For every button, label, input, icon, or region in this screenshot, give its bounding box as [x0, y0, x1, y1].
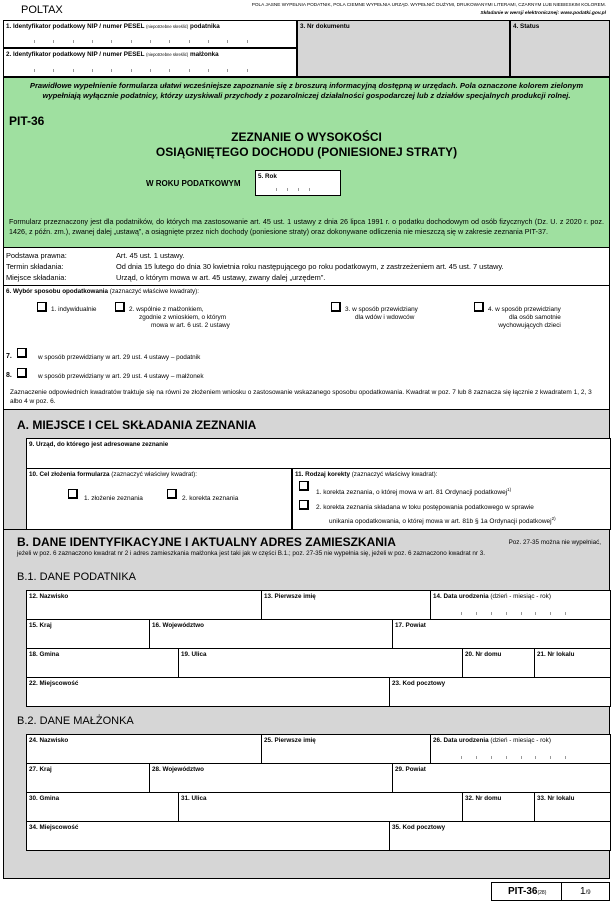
field-20-label: 20. Nr domu [465, 651, 502, 658]
method-joint-line1: 2. wspólnie z małżonkiem, [129, 306, 204, 313]
id-digit-ticks [34, 40, 266, 43]
b1-title: B.1. DANE PODATNIKA [17, 571, 136, 583]
field-11-hint: (zaznaczyć właściwy kwadrat): [351, 471, 438, 478]
spouse-id-field[interactable] [3, 48, 297, 77]
spouse-postal-code-field[interactable] [389, 821, 611, 851]
field-11-label: 11. Rodzaj korekty [295, 471, 350, 478]
field-9-label: 9. Urząd, do którego jest adresowane zeznanie [29, 441, 169, 448]
method-joint-line2: zgodnie z wnioskiem, o którym [139, 314, 227, 321]
form-description: Formularz przeznaczony jest dla podatników, do których ma zastosowanie art. 45 ust. 1 ustawy z dnia 26 lipca 1991 r. o podatku dochodowym od osób fizycznych (Dz. U. z 2020 r. poz. 1426, z późn. zm.), zwanej dalej „ustawą”, a osiągnięte przez nich dochody (poniesione straty) oraz dokonywane odliczenia nie mieszczą się w zakresie zeznania PIT-37. [9, 217, 604, 236]
spouse-country-field[interactable] [26, 763, 150, 793]
correction-art81b-line2: unikania opodatkowania, o której mowa w art. 81b § 1a Ordynacji podatkowej [329, 518, 552, 526]
field-34-label: 34. Miejscowość [29, 824, 79, 831]
field-1-label: 1. Identyfikator podatkowy NIP / numer PESEL [6, 23, 145, 30]
field-33-label: 33. Nr lokalu [537, 795, 575, 802]
section-a [3, 410, 610, 530]
field-6-hint: (zaznaczyć właściwe kwadraty): [109, 288, 200, 295]
correction-art81-label: 1. korekta zeznania, o której mowa w art. 81 Ordynacji podatkowej [316, 489, 508, 497]
field-28-label: 28. Województwo [152, 766, 205, 773]
spouse-birth-date-field[interactable] [430, 734, 611, 764]
footer-form-version: (28) [537, 890, 547, 896]
field-13-label: 13. Pierwsze imię [264, 593, 316, 600]
purpose-field [26, 468, 292, 530]
purpose-submit-label: 1. złożenie zeznania [84, 495, 143, 502]
correction-type-field [292, 468, 611, 530]
taxpayer-apartment-number-field[interactable] [534, 648, 611, 678]
brand-poltax: POLTAX [21, 4, 63, 16]
method-widow-line1: 3. w sposób przewidziany [345, 306, 418, 313]
legal-value-2: Od dnia 15 lutego do dnia 30 kwietnia roku następującego po roku podatkowym, z zastrzeżeniem art. 45 ust. 7 ustawy. [116, 262, 504, 271]
field-14-label: 14. Data urodzenia [433, 593, 489, 600]
field-19-label: 19. Ulica [181, 651, 207, 658]
field-1-suffix: podatnika [189, 23, 220, 30]
spouse-voivodeship-field[interactable] [149, 763, 393, 793]
field-15-label: 15. Kraj [29, 622, 52, 629]
method-art29-spouse-label: w sposób przewidziany w art. 29 ust. 4 ustawy – małżonek [38, 373, 204, 380]
taxpayer-city-field[interactable] [26, 677, 390, 707]
document-number-field [297, 20, 510, 77]
field-1-small: (niepotrzebne skreślić) [146, 24, 189, 29]
field-22-label: 22. Miejscowość [29, 680, 79, 687]
tax-year-label: W ROKU PODATKOWYM [146, 179, 241, 188]
field-32-label: 32. Nr domu [465, 795, 502, 802]
date-ticks [461, 612, 580, 615]
filling-notice: POLA JASNE WYPEŁNIA PODATNIK, POLA CIEMNE WYPEŁNIA URZĄD. WYPEŁNIĆ DUŻYMI, DRUKOWANYMI LITERAMI, CZARNYM LUB NIEBIESKIM KOLOREM. [251, 2, 606, 7]
spouse-county-field[interactable] [392, 763, 611, 793]
taxpayer-municipality-field[interactable] [26, 648, 179, 678]
field-2-label: 2. Identyfikator podatkowy NIP / numer PESEL [6, 51, 145, 58]
method-single-parent-line3: wychowujących dzieci [498, 322, 561, 329]
field-2-suffix: małżonka [189, 51, 219, 58]
method-individual-label: 1. indywidualnie [51, 306, 97, 313]
method-joint-checkbox[interactable] [115, 302, 125, 312]
footer-form-id [491, 882, 610, 901]
b2-title: B.2. DANE MAŁŻONKA [17, 715, 134, 727]
purpose-submit-checkbox[interactable] [68, 489, 78, 499]
spouse-city-field[interactable] [26, 821, 390, 851]
field-27-label: 27. Kraj [29, 766, 52, 773]
correction-art81b-checkbox[interactable] [299, 500, 309, 510]
section-b [3, 530, 610, 879]
year-digit-ticks [276, 188, 320, 191]
method-joint-line3: mowa w art. 6 ust. 2 ustawy [151, 322, 230, 329]
legal-key-2: Termin składania: [6, 262, 64, 271]
field-16-label: 16. Województwo [152, 622, 205, 629]
field-5-label: 5. Rok [258, 173, 277, 180]
field-6-label: 6. Wybór sposobu opodatkowania [6, 288, 109, 295]
correction-art81-checkbox[interactable] [299, 481, 309, 491]
taxpayer-county-field[interactable] [392, 619, 611, 649]
form-title-line2: OSIĄGNIĘTEGO DOCHODU (PONIESIONEJ STRATY) [155, 145, 458, 159]
taxation-method-block [3, 286, 610, 410]
footer-page-number: 1 [580, 886, 586, 897]
taxpayer-surname-field[interactable] [26, 590, 262, 620]
field-30-label: 30. Gmina [29, 795, 60, 802]
method-widow-checkbox[interactable] [331, 302, 341, 312]
field-3-label: 3. Nr dokumentu [300, 23, 350, 30]
section-b-title: B. DANE IDENTYFIKACYJNE I AKTUALNY ADRES ZAMIESZKANIA [17, 535, 396, 549]
method-single-parent-checkbox[interactable] [474, 302, 484, 312]
tax-office-field[interactable] [26, 438, 611, 469]
taxpayer-postal-code-field[interactable] [389, 677, 611, 707]
taxpayer-country-field[interactable] [26, 619, 150, 649]
field-24-label: 24. Nazwisko [29, 737, 69, 744]
legal-basis-block [3, 248, 610, 286]
tax-year-field[interactable] [255, 170, 341, 196]
method-art29-taxpayer-checkbox[interactable] [17, 348, 27, 358]
section-a-title: A. MIEJSCE I CEL SKŁADANIA ZEZNANIA [17, 418, 257, 432]
spouse-municipality-field[interactable] [26, 792, 179, 822]
field-25-label: 25. Pierwsze imię [264, 737, 316, 744]
field-17-label: 17. Powiat [395, 622, 426, 629]
field-10-label: 10. Cel złożenia formularza [29, 471, 110, 478]
field-35-label: 35. Kod pocztowy [392, 824, 446, 831]
method-single-parent-line2: dla osób samotnie [508, 314, 561, 321]
method-art29-spouse-checkbox[interactable] [17, 368, 27, 378]
field-8-number: 8. [6, 372, 12, 379]
intro-block [3, 77, 610, 248]
date-ticks [461, 756, 580, 759]
field-29-label: 29. Powiat [395, 766, 426, 773]
field-12-label: 12. Nazwisko [29, 593, 69, 600]
legal-key-1: Podstawa prawna: [6, 251, 67, 260]
field-4-label: 4. Status [513, 23, 540, 30]
taxpayer-house-number-field[interactable] [462, 648, 535, 678]
form-code: PIT-36 [9, 114, 45, 128]
legal-value-1: Art. 45 ust. 1 ustawy. [116, 251, 185, 260]
footnote-1-marker: 1) [507, 487, 512, 492]
method-art29-taxpayer-label: w sposób przewidziany w art. 29 ust. 4 ustawy – podatnik [38, 354, 201, 361]
field-7-number: 7. [6, 353, 12, 360]
status-field [510, 20, 610, 77]
method-note: Zaznaczenie odpowiednich kwadratów traktuje się na równi ze złożeniem wniosku o zastosowanie wskazanego sposobu opodatkowania. Kwadrat w poz. 7 lub 8 zaznacza się łącznie z kwadratem 1, 2, 3 albo 4 w poz. 6. [10, 389, 592, 405]
spouse-surname-field[interactable] [26, 734, 262, 764]
field-14-hint: (dzień - miesiąc - rok) [490, 593, 551, 600]
taxpayer-id-field[interactable] [3, 20, 297, 48]
taxpayer-voivodeship-field[interactable] [149, 619, 393, 649]
footer-page-total: /9 [585, 890, 591, 896]
id-digit-ticks [34, 69, 266, 72]
field-31-label: 31. Ulica [181, 795, 207, 802]
footer-form-code: PIT-36 [508, 886, 538, 897]
taxpayer-street-field[interactable] [178, 648, 463, 678]
section-b-note-line2: jeżeli w poz. 6 zaznaczono kwadrat nr 2 i adres zamieszkania małżonka jest taki jak w części B.1.; poz. 27-35 nie wypełnia się, jeżeli w poz. 6 zaznaczono kwadrat nr 3. [17, 550, 485, 557]
spouse-apartment-number-field[interactable] [534, 792, 611, 822]
field-2-small: (niepotrzebne skreślić) [146, 52, 189, 57]
method-individual-checkbox[interactable] [37, 302, 47, 312]
spouse-first-name-field[interactable] [261, 734, 431, 764]
footnote-2-marker: 2) [551, 516, 556, 521]
field-10-hint: (zaznaczyć właściwy kwadrat): [111, 471, 197, 478]
spouse-house-number-field[interactable] [462, 792, 535, 822]
e-filing-note: Składanie w wersji elektronicznej: www.podatki.gov.pl [480, 11, 606, 16]
taxpayer-first-name-field[interactable] [261, 590, 431, 620]
field-21-label: 21. Nr lokalu [537, 651, 575, 658]
method-single-parent-line1: 4. w sposób przewidziany [488, 306, 561, 313]
field-23-label: 23. Kod pocztowy [392, 680, 446, 687]
section-b-note-line1: Poz. 27-35 można nie wypełniać, [508, 539, 601, 546]
advice-text: Prawidłowe wypełnienie formularza ułatwi wcześniejsze zapoznanie się z broszurą informacyjną dostępną w urzędach. Pola oznaczone kolorem zielonym wypełniają wyłącznie podatnicy, którzy uzyskiwali przychody z pozarolniczej działalności gospodarczej lub z działów specjalnych produkcji rolnej. [29, 81, 584, 100]
field-18-label: 18. Gmina [29, 651, 60, 658]
correction-art81b-line1: 2. korekta zeznania składana w toku postępowania podatkowego w sprawie [316, 504, 534, 511]
form-title-line1: ZEZNANIE O WYSOKOŚCI [231, 130, 382, 144]
legal-key-3: Miejsce składania: [6, 273, 67, 282]
spouse-street-field[interactable] [178, 792, 463, 822]
field-26-label: 26. Data urodzenia [433, 737, 489, 744]
purpose-correction-checkbox[interactable] [167, 489, 177, 499]
purpose-correction-label: 2. korekta zeznania [182, 495, 239, 502]
legal-value-3: Urząd, o którym mowa w art. 45 ustawy, zwany dalej „urzędem”. [116, 273, 326, 282]
method-widow-line2: dla wdów i wdowców [355, 314, 415, 321]
field-26-hint: (dzień - miesiąc - rok) [490, 737, 551, 744]
taxpayer-birth-date-field[interactable] [430, 590, 611, 620]
